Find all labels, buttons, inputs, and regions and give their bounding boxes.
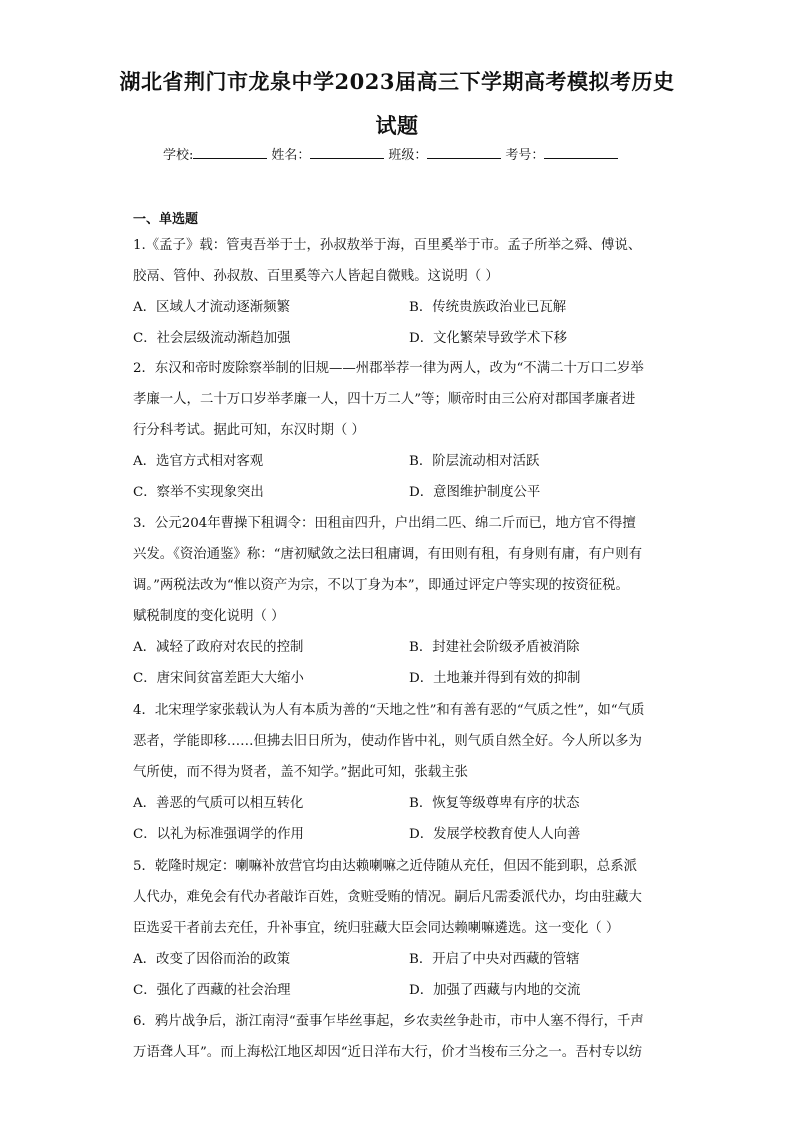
question-text-line: 恶者，学能即移……但拂去旧日所为，使动作皆中礼，则气质自然全好。今人所以多为 <box>133 734 642 749</box>
class-label: 班级： <box>388 148 428 163</box>
question-text-line: 行分科考试。据此可知，东汉时期（ ） <box>133 423 365 438</box>
section-title: 一、单选题 <box>133 212 199 227</box>
option-b: B．阶层流动相对活跃 <box>409 454 540 469</box>
options-row <box>133 477 663 508</box>
option-a: A．选官方式相对客观 <box>133 454 264 469</box>
question-3 <box>133 508 663 694</box>
options-row <box>133 632 663 663</box>
school-label: 学校: <box>163 148 194 163</box>
option-b: B．封建社会阶级矛盾被消除 <box>409 640 580 655</box>
question-text-line: 调。”两税法改为“惟以资产为宗，不以丁身为本”，即通过评定户等实现的按资征税。 <box>133 578 629 593</box>
question-1 <box>133 230 663 354</box>
option-b: B．恢复等级尊卑有序的状态 <box>409 796 580 811</box>
options-row <box>133 446 663 477</box>
option-a: A．改变了因俗而治的政策 <box>133 952 290 967</box>
question-6 <box>133 1006 663 1068</box>
class-blank <box>427 146 501 159</box>
school-blank <box>193 146 267 159</box>
student-info-row <box>163 144 622 163</box>
question-text-line: 万语聋人耳”。而上海松江地区却因“近日洋布大行，价才当梭布三分之一。吾村专以纺 <box>133 1045 643 1060</box>
question-text-line: 4．北宋理学家张载认为人有本质为善的“天地之性”和有善有恶的“气质之性”，如“气质 <box>133 703 645 718</box>
options-row <box>133 975 663 1006</box>
question-text-line: 人代办，难免会有代办者敲诈百姓，贪赃受贿的情况。嗣后凡需委派代办，均由驻藏大 <box>133 890 642 905</box>
option-d: D．发展学校教育使人人向善 <box>409 827 581 842</box>
question-5 <box>133 851 663 1006</box>
options-row <box>133 663 663 694</box>
options-row <box>133 292 663 323</box>
option-b: B．开启了中央对西藏的管辖 <box>409 952 580 967</box>
option-c: C．以礼为标准强调学的作用 <box>133 827 304 842</box>
question-text-line: 1.《孟子》载：管夷吾举于士，孙叔敖举于海，百里奚举于市。孟子所举之舜、傅说、 <box>133 238 642 253</box>
question-2 <box>133 353 663 508</box>
question-text-line: 兴发。《资治通鉴》称：“唐初赋敛之法曰租庸调，有田则有租，有身则有庸，有户则有 <box>133 547 642 562</box>
option-d: D．土地兼并得到有效的抑制 <box>409 671 581 686</box>
option-a: A．善恶的气质可以相互转化 <box>133 796 304 811</box>
options-row <box>133 788 663 819</box>
options-row <box>133 944 663 975</box>
question-text-line: 气所使，而不得为贤者，盖不知学。”据此可知，张载主张 <box>133 765 468 780</box>
question-4 <box>133 695 663 850</box>
option-d: D．意图维护制度公平 <box>409 485 541 500</box>
options-row <box>133 323 663 354</box>
option-a: A．区域人才流动逐渐频繁 <box>133 300 290 315</box>
option-d: D．加强了西藏与内地的交流 <box>409 983 581 998</box>
question-text-line: 孝廉一人，二十万口岁举孝廉一人，四十万二人”等；顺帝时由三公府对郡国孝廉者进 <box>133 392 636 407</box>
name-label: 姓名： <box>271 148 311 163</box>
question-text-line: 臣选妥干者前去充任，升补事宜，统归驻藏大臣会同达赖喇嘛遴选。这一变化（ ） <box>133 921 620 936</box>
option-c: C．社会层级流动渐趋加强 <box>133 331 291 346</box>
option-c: C．强化了西藏的社会治理 <box>133 983 291 998</box>
option-b: B．传统贵族政治业已瓦解 <box>409 300 567 315</box>
option-c: C．察举不实现象突出 <box>133 485 264 500</box>
options-row <box>133 819 663 850</box>
question-text-line: 胶鬲、管仲、孙叔敖、百里奚等六人皆起自微贱。这说明（ ） <box>133 269 499 284</box>
question-text-line: 赋税制度的变化说明（ ） <box>133 609 285 624</box>
name-blank <box>310 146 384 159</box>
question-text-line: 5．乾隆时规定：喇嘛补放营官均由达赖喇嘛之近侍随从充任，但因不能到职，总系派 <box>133 859 637 874</box>
exam-title-line-1: 湖北省荆门市龙泉中学2023届高三下学期高考模拟考历史 <box>119 69 675 94</box>
question-text-line: 2．东汉和帝时废除察举制的旧规——州郡举荐一律为两人，改为“不满二十万口二岁举 <box>133 361 644 376</box>
number-label: 考号： <box>505 148 545 163</box>
option-a: A．减轻了政府对农民的控制 <box>133 640 304 655</box>
question-text-line: 6．鸦片战争后，浙江南浔“蚕事乍毕丝事起，乡农卖丝争赴市，市中人塞不得行，千声 <box>133 1014 644 1029</box>
number-blank <box>544 146 618 159</box>
question-text-line: 3．公元204年曹操下租调令：田租亩四升，户出绢二匹、绵二斤而已，地方官不得擅 <box>133 516 636 531</box>
option-d: D．文化繁荣导致学术下移 <box>409 331 568 346</box>
exam-title-line-2: 试题 <box>375 113 419 138</box>
option-c: C．唐宋间贫富差距大大缩小 <box>133 671 304 686</box>
